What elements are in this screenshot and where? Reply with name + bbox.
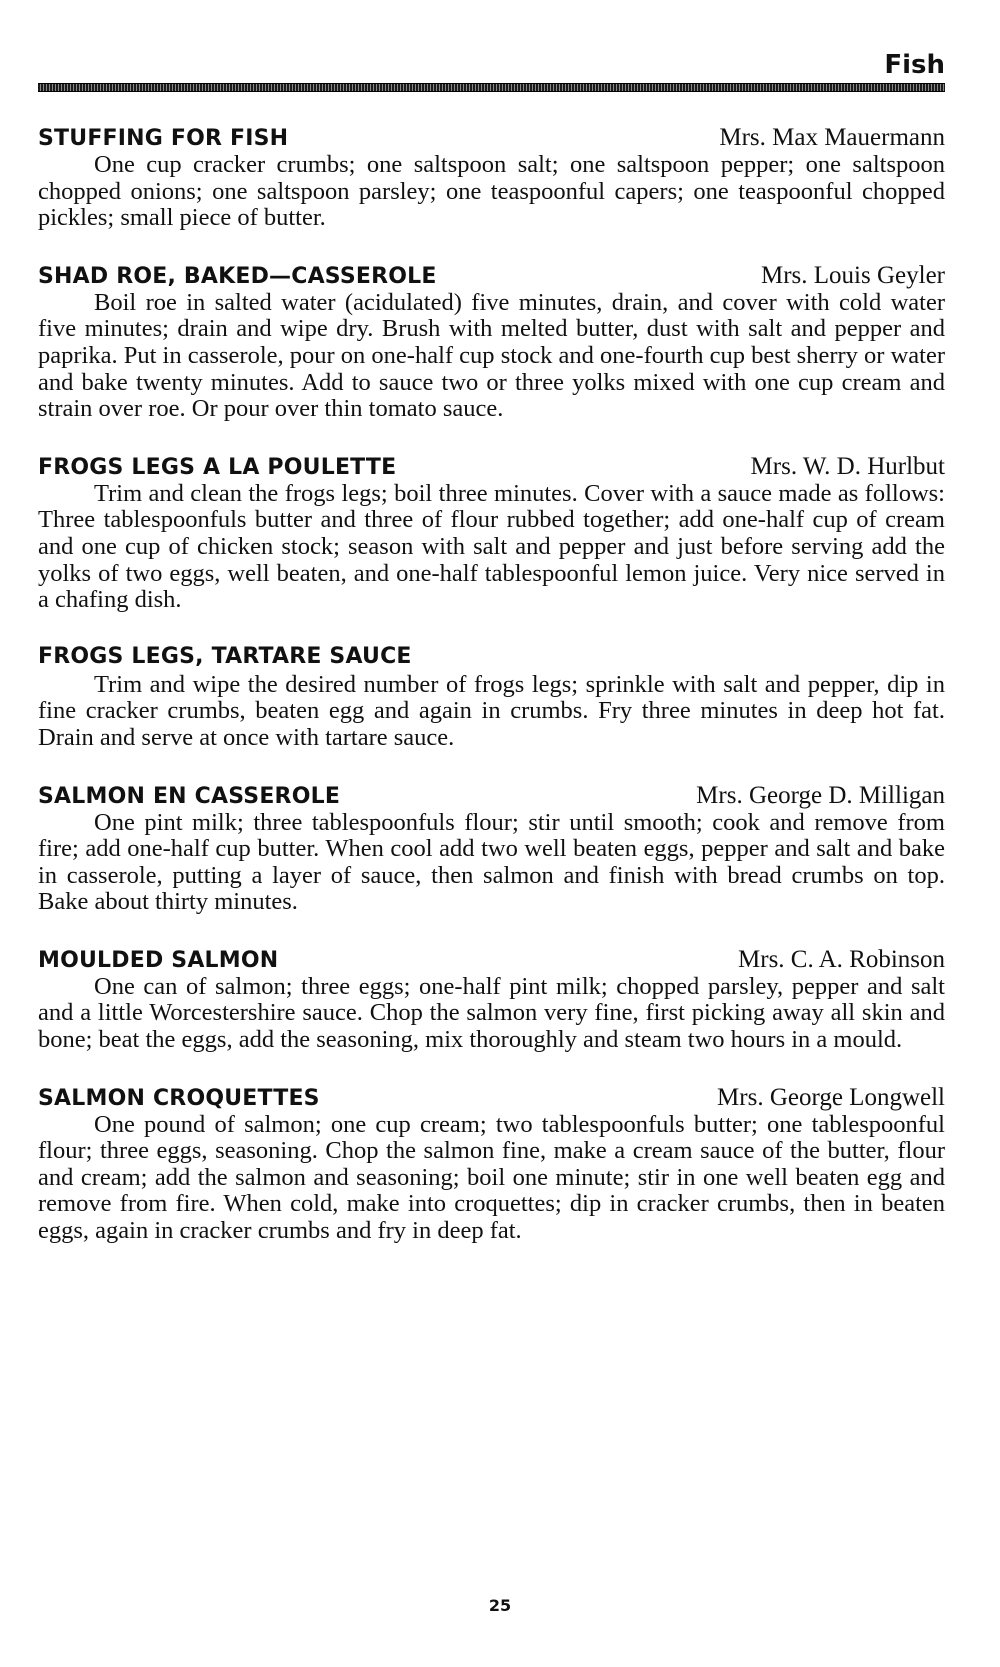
recipe-header (38, 262, 945, 290)
recipe-header (38, 1084, 945, 1112)
recipe-header (38, 946, 945, 974)
recipe-body: Trim and clean the frogs legs; boil three minutes. Cover with a sauce made as follows: Three tablespoonfuls butter and three of flour rubbed together; add one-half cup of cream and one cup of chicken stock; season with salt and pepper and just before serving add the yolks of two eggs, well beaten, and one-half tablespoonful lemon juice. Very nice served in a chafing dish. (38, 479, 945, 614)
recipe-author: Mrs. George D. Milligan (696, 781, 945, 809)
recipe-header (38, 124, 945, 152)
recipe-body: One cup cracker crumbs; one saltspoon salt; one saltspoon pepper; one saltspoon chopped onions; one saltspoon parsley; one teaspoonful capers; one teaspoonful chopped pickles; small piece of butter. (38, 151, 945, 232)
cookbook-page (38, 50, 945, 1275)
recipe-body: Trim and wipe the desired number of frogs legs; sprinkle with salt and pepper, dip in fine cracker crumbs, beaten egg and again in crumbs. Fry three minutes in deep hot fat. Drain and serve at once with tartare sauce. (38, 670, 945, 751)
recipe-title: FROGS LEGS, TARTARE SAUCE (38, 643, 412, 669)
recipe-header (38, 782, 945, 810)
recipe-body: One can of salmon; three eggs; one-half pint milk; chopped parsley, pepper and salt and a little Worcestershire sauce. Chop the salmon very fine, first picking away all skin and bone; beat the eggs, add the seasoning, mix thoroughly and steam two hours in a mould. (38, 972, 945, 1054)
recipe-header (38, 453, 945, 481)
recipe-shad-roe (38, 262, 945, 423)
recipe-moulded-salmon (38, 946, 945, 1054)
recipe-body: One pound of salmon; one cup cream; two tablespoonfuls butter; one tablespoonful flour; three eggs, seasoning. Chop the salmon fine, make a cream sauce of the butter, flour and cream; add the salmon and seasoning; boil one minute; stir in one well beaten egg and remove from fire. When cold, make into croquettes; dip in cracker crumbs, then in beaten eggs, again in cracker crumbs and fry in deep fat. (38, 1110, 945, 1245)
page-number: 25 (488, 1596, 512, 1615)
recipe-author: Mrs. W. D. Hurlbut (750, 452, 945, 480)
recipe-body: One pint milk; three tablespoonfuls flour; stir until smooth; cook and remove from fire; add one-half cup butter. When cool add two well beaten eggs, pepper and salt and bake in casserole, putting a layer of sauce, then salmon and finish with bread crumbs on top. Bake about thirty minutes. (38, 808, 945, 916)
recipe-stuffing-for-fish (38, 124, 945, 232)
recipe-author: Mrs. C. A. Robinson (738, 945, 945, 973)
recipe-salmon-en-casserole (38, 782, 945, 916)
recipe-title: SALMON CROQUETTES (38, 1085, 320, 1111)
recipe-list (38, 124, 945, 1245)
recipe-author: Mrs. Louis Geyler (761, 261, 945, 289)
running-head-section: Fish (884, 50, 945, 80)
recipe-title: SALMON EN CASSEROLE (38, 783, 341, 809)
recipe-salmon-croquettes (38, 1084, 945, 1245)
header-rule (38, 83, 945, 92)
recipe-title: MOULDED SALMON (38, 947, 279, 973)
recipe-title: SHAD ROE, BAKED—CASSEROLE (38, 263, 437, 289)
recipe-author: Mrs. Max Mauermann (719, 124, 945, 151)
recipe-frogs-legs-tartare (38, 644, 945, 752)
recipe-title: FROGS LEGS A LA POULETTE (38, 454, 397, 480)
recipe-author: Mrs. George Longwell (717, 1083, 945, 1111)
recipe-body: Boil roe in salted water (acidulated) five minutes, drain, and cover with cold water five minutes; drain and wipe dry. Brush with melted butter, dust with salt and pepper and paprika. Put in casserole, pour on one-half cup stock and one-fourth cup best sherry or water and bake twenty minutes. Add to sauce two or three yolks mixed with one cup cream and strain over roe. Or pour over thin tomato sauce. (38, 288, 945, 423)
recipe-header (38, 644, 945, 672)
recipe-title: STUFFING FOR FISH (38, 126, 289, 151)
recipe-frogs-legs-poulette (38, 453, 945, 614)
